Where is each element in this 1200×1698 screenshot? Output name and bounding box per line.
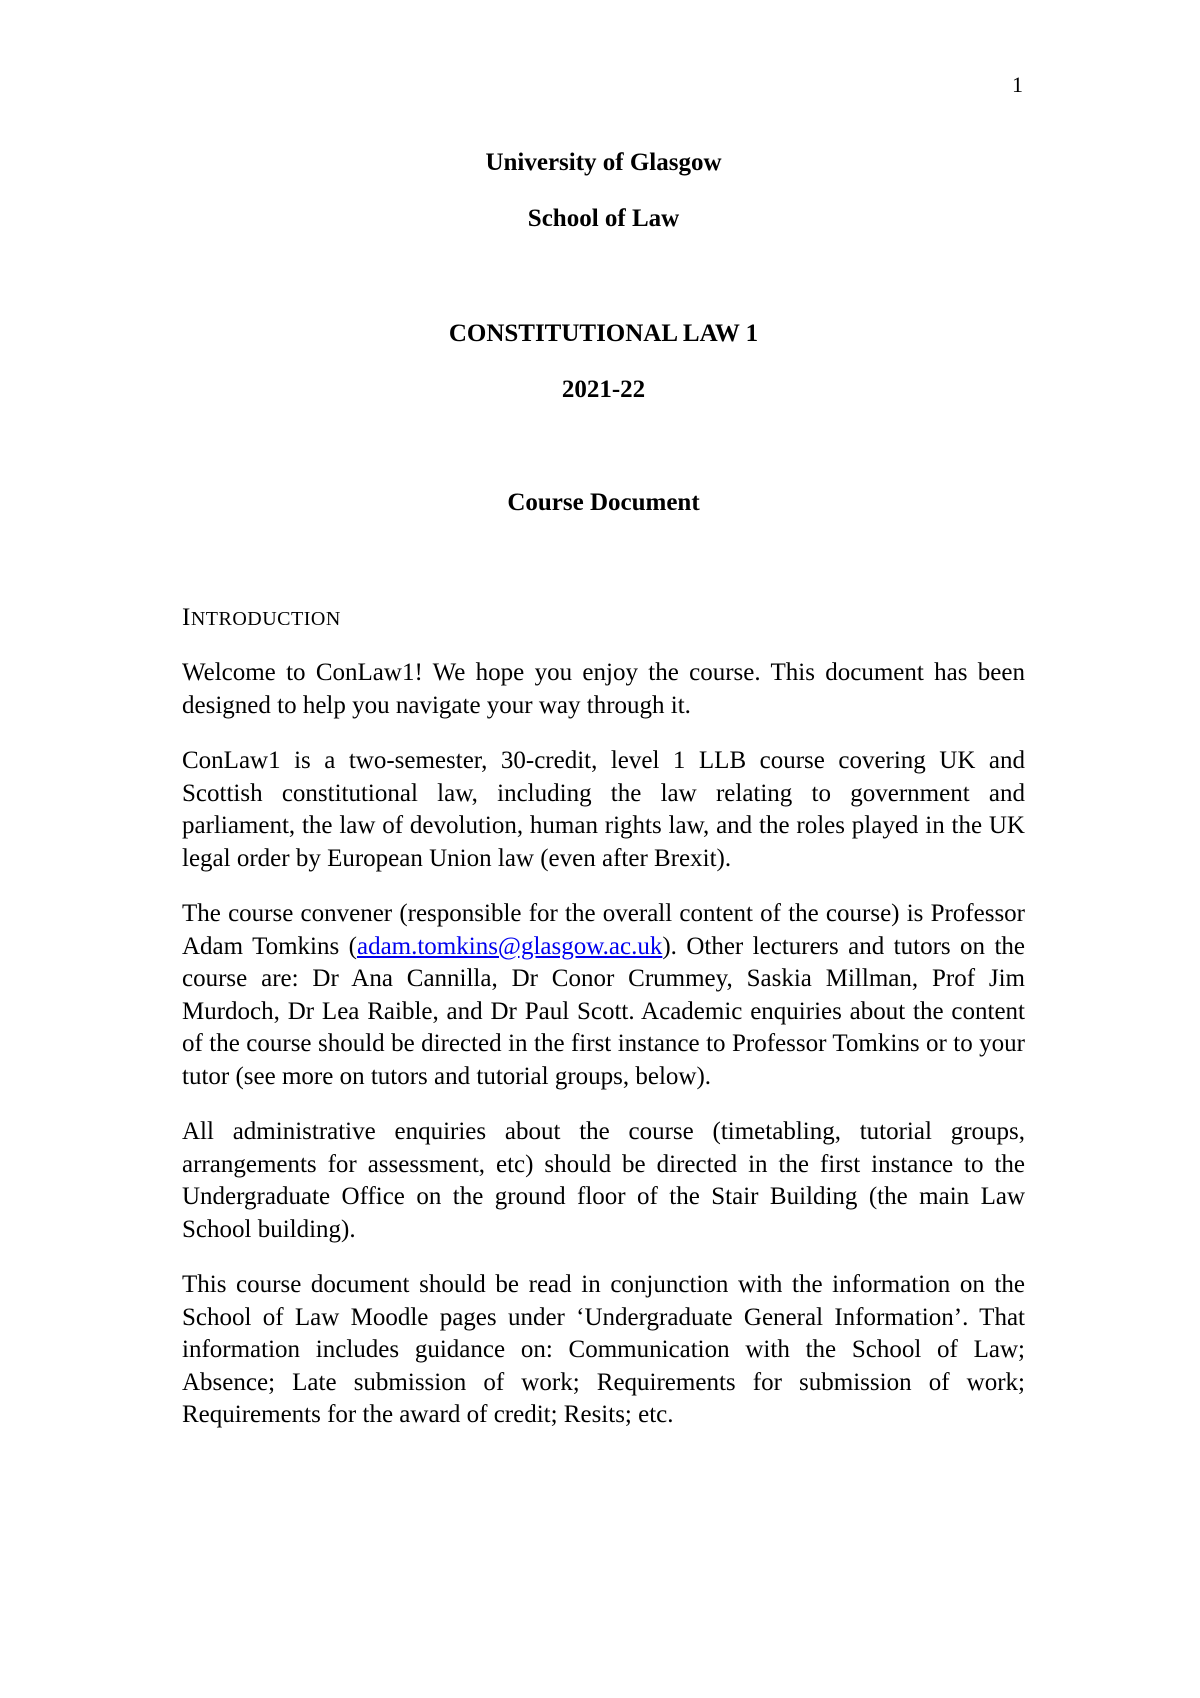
page-number: 1 — [1012, 72, 1023, 97]
section-heading-rest: NTRODUCTION — [190, 608, 341, 630]
academic-year: 2021-22 — [561, 376, 646, 403]
section-heading-initial: I — [182, 604, 191, 631]
paragraph-welcome: Welcome to ConLaw1! We hope you enjoy the course. This document has been designed to help you navigate your way through it. — [182, 659, 1025, 719]
introduction-body — [182, 657, 1025, 1455]
course-title: CONSTITUTIONAL LAW 1 — [448, 320, 759, 347]
convener-text-before: The course convener (responsible for the overall content of the course) is Professor Adam Tomkins ( — [182, 900, 1025, 960]
paragraph-course-convener — [182, 898, 1025, 1093]
university-name: University of Glasgow — [485, 149, 722, 176]
convener-text-after: ). Other lecturers and tutors on the course are: Dr Ana Cannilla, Dr Conor Crummey, Saskia Millman, Prof Jim Murdoch, Dr Lea Raible, and Dr Paul Scott. Academic enquiries about the content of the course should be directed in the first instance to Professor Tomkins or to your tutor (see more on tutors and tutorial groups, below). — [182, 932, 1026, 1090]
paragraph-moodle-information: This course document should be read in conjunction with the information on the School of Law Moodle pages under ‘Undergraduate General Information’. That information includes guidance on: Communication with the School of Law; Absence; Late submission of work; Requirements for submission of work; Requirements for the award of credit; Resits; etc. — [182, 1271, 1025, 1428]
paragraph-admin-enquiries: All administrative enquiries about the course (timetabling, tutorial groups, arrangements for assessment, etc) should be directed in the first instance to the Undergraduate Office on the ground floor of the Stair Building (the main Law School building). — [182, 1118, 1025, 1243]
section-heading-introduction — [182, 604, 341, 632]
school-name: School of Law — [527, 205, 680, 232]
document-title: Course Document — [507, 489, 700, 516]
paragraph-course-overview: ConLaw1 is a two-semester, 30-credit, level 1 LLB course covering UK and Scottish constitutional law, including the law relating to government and parliament, the law of devolution, human rights law, and the roles played in the UK legal order by European Union law (even after Brexit). — [182, 747, 1025, 872]
convener-email-link[interactable]: adam.tomkins@glasgow.ac.uk — [356, 932, 663, 960]
